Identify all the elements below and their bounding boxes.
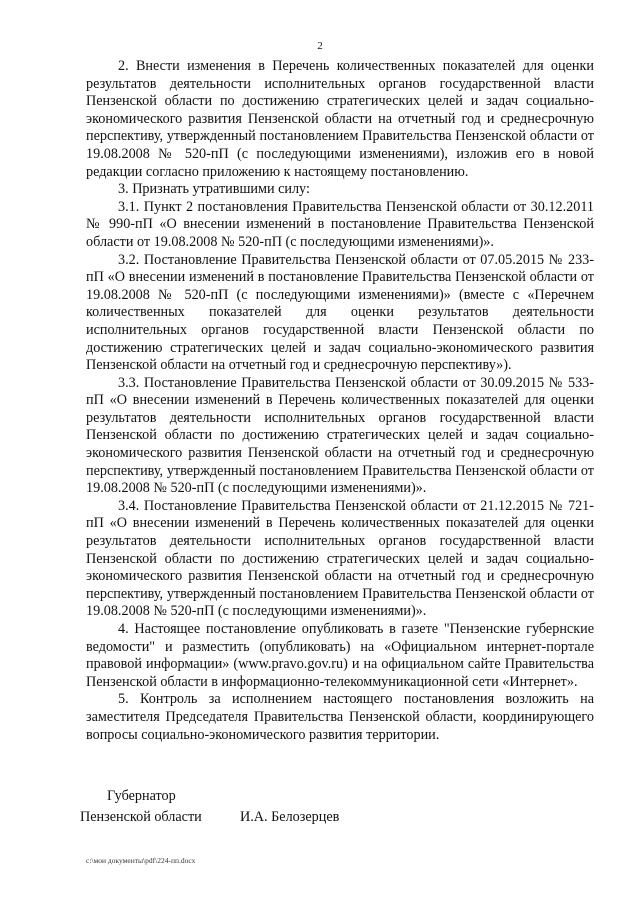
signatory-title-line2: Пензенской области xyxy=(80,809,202,825)
paragraph-2: 2. Внести изменения в Перечень количественных показателей для оценки результатов деятельности исполнительных органов государственной власти Пензенской области по достижению стратегических целей и задач социально-экономического развития Пензенской области на отчетный год и среднесрочную перспективу, утвержденный постановлением Правительства Пензенской области от 19.08.2008 № 520-пП (с последующими изменениями), изложив его в новой редакции согласно приложению к настоящему постановлению. xyxy=(86,58,594,180)
signatory-name: И.А. Белозерцев xyxy=(240,809,340,825)
paragraph-4: 4. Настоящее постановление опубликовать в газете "Пензенские губернские ведомости" и разместить (опубликовать) на «Официальном интернет-портале правовой информации» (www.pravo.gov.ru) и на официальном сайте Правительства Пензенской области в информационно-телекоммуникационной сети «Интернет». xyxy=(86,621,594,690)
paragraph-3-4: 3.4. Постановление Правительства Пензенской области от 21.12.2015 № 721-пП «О внесении изменений в Перечень количественных показателей для оценки результатов деятельности исполнительных органов государственной власти Пензенской области по достижению стратегических целей и задач социально-экономического развития Пензенской области на отчетный год и среднесрочную перспективу, утвержденный постановлением Правительства Пензенской области от 19.08.2008 № 520-пП (с последующими изменениями)». xyxy=(86,497,594,620)
page-number: 2 xyxy=(317,40,323,52)
file-path-footer: c:\мои документы\pdf\224-пп.docx xyxy=(86,856,196,865)
paragraph-3: 3. Признать утратившими силу: xyxy=(118,181,310,198)
paragraph-3-1: 3.1. Пункт 2 постановления Правительства Пензенской области от 30.12.2011 № 990-пП «О внесении изменений в постановление Правительства Пензенской области от 19.08.2008 № 520-пП (с последующими изменениями)». xyxy=(86,198,594,250)
signature-block xyxy=(80,786,339,828)
signatory-title-line1: Губернатор xyxy=(107,788,176,804)
paragraph-5: 5. Контроль за исполнением настоящего постановления возложить на заместителя Председателя Правительства Пензенской области, координирующего вопросы социально-экономического развития территории. xyxy=(86,691,594,743)
paragraph-3-2: 3.2. Постановление Правительства Пензенской области от 07.05.2015 № 233-пП «О внесении изменений в постановление Правительства Пензенской области от 19.08.2008 № 520-пП (с последующими изменениями)» (вместе с «Перечнем количественных показателей для оценки результатов деятельности исполнительных органов государственной власти Пензенской области по достижению стратегических целей и задач социально-экономического развития Пензенской области на отчетный год и среднесрочную перспективу»). xyxy=(86,251,594,374)
document-body xyxy=(86,58,594,744)
paragraph-3-3: 3.3. Постановление Правительства Пензенской области от 30.09.2015 № 533-пП «О внесении изменений в Перечень количественных показателей для оценки результатов деятельности исполнительных органов государственной власти Пензенской области по достижению стратегических целей и задач социально-экономического развития Пензенской области на отчетный год и среднесрочную перспективу, утвержденный постановлением Правительства Пензенской области от 19.08.2008 № 520-пП (с последующими изменениями)». xyxy=(86,374,594,497)
